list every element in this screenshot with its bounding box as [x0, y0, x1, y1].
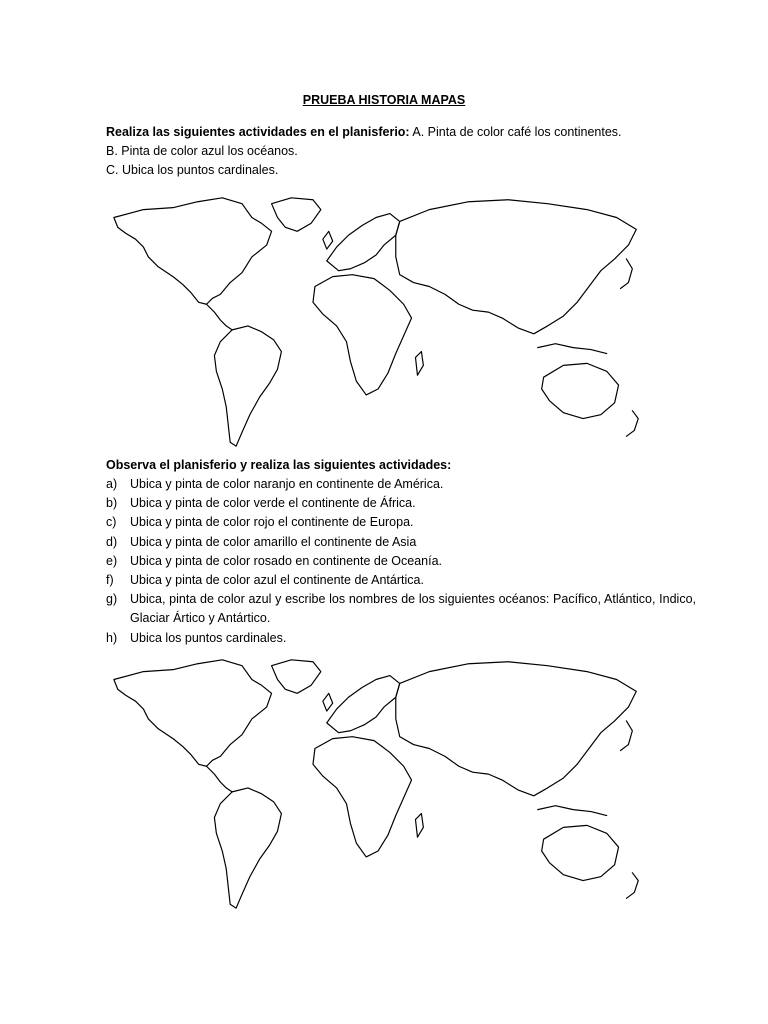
madagascar-outline — [415, 814, 423, 838]
africa-outline — [313, 737, 412, 857]
greenland-outline — [272, 660, 321, 694]
central-america-outline — [207, 766, 233, 792]
asia-outline — [396, 662, 637, 796]
world-map-outline-1 — [104, 186, 656, 456]
page-title: PRUEBA HISTORIA MAPAS — [302, 93, 466, 107]
british-isles-outline — [323, 231, 333, 249]
list-item: f) Ubica y pinta de color azul el continente de Antártica. — [106, 573, 424, 588]
south-america-outline — [214, 326, 281, 446]
world-map-outline-2 — [104, 648, 656, 918]
instructions-line-1 — [106, 123, 696, 142]
north-america-outline — [114, 660, 272, 766]
instructions-intro: Realiza las siguientes actividades en el planisferio: — [106, 125, 410, 139]
instruction-a: A. Pinta de color café los continentes. — [409, 125, 622, 139]
section-2-heading: Observa el planisferio y realiza las siguientes actividades: — [106, 458, 452, 472]
asia-outline — [396, 200, 637, 334]
central-america-outline — [207, 304, 233, 330]
japan-outline — [621, 259, 633, 289]
continent-outlines — [114, 198, 638, 446]
new-zealand-outline — [626, 873, 638, 899]
new-zealand-outline — [626, 411, 638, 437]
north-america-outline — [114, 198, 272, 304]
list-item: c) Ubica y pinta de color rojo el continente de Europa. — [106, 515, 414, 530]
activities-list — [106, 475, 696, 648]
europe-outline — [327, 676, 400, 733]
africa-outline — [313, 275, 412, 395]
australia-outline — [542, 363, 619, 418]
europe-outline — [327, 214, 400, 271]
indonesia-outline — [538, 806, 607, 816]
instruction-b: B. Pinta de color azul los océanos. — [106, 144, 298, 158]
list-item: d) Ubica y pinta de color amarillo el continente de Asia — [106, 534, 417, 549]
greenland-outline — [272, 198, 321, 232]
indonesia-outline — [538, 344, 607, 354]
south-america-outline — [214, 788, 281, 908]
list-item: b) Ubica y pinta de color verde el continente de África. — [106, 496, 416, 511]
british-isles-outline — [323, 693, 333, 711]
list-item: g) Ubica, pinta de color azul y escribe los nombres de los siguientes océanos: Pacífico, Atlántico, Indico, Glaciar Ártico y Antártico. — [106, 592, 696, 626]
list-item: e) Ubica y pinta de color rosado en continente de Oceanía. — [106, 553, 443, 568]
japan-outline — [621, 721, 633, 751]
continent-outlines — [114, 660, 638, 908]
list-item: h) Ubica los puntos cardinales. — [106, 630, 287, 645]
australia-outline — [542, 825, 619, 880]
madagascar-outline — [415, 352, 423, 376]
list-item: a) Ubica y pinta de color naranjo en continente de América. — [106, 477, 444, 491]
instruction-c: C. Ubica los puntos cardinales. — [106, 163, 279, 177]
